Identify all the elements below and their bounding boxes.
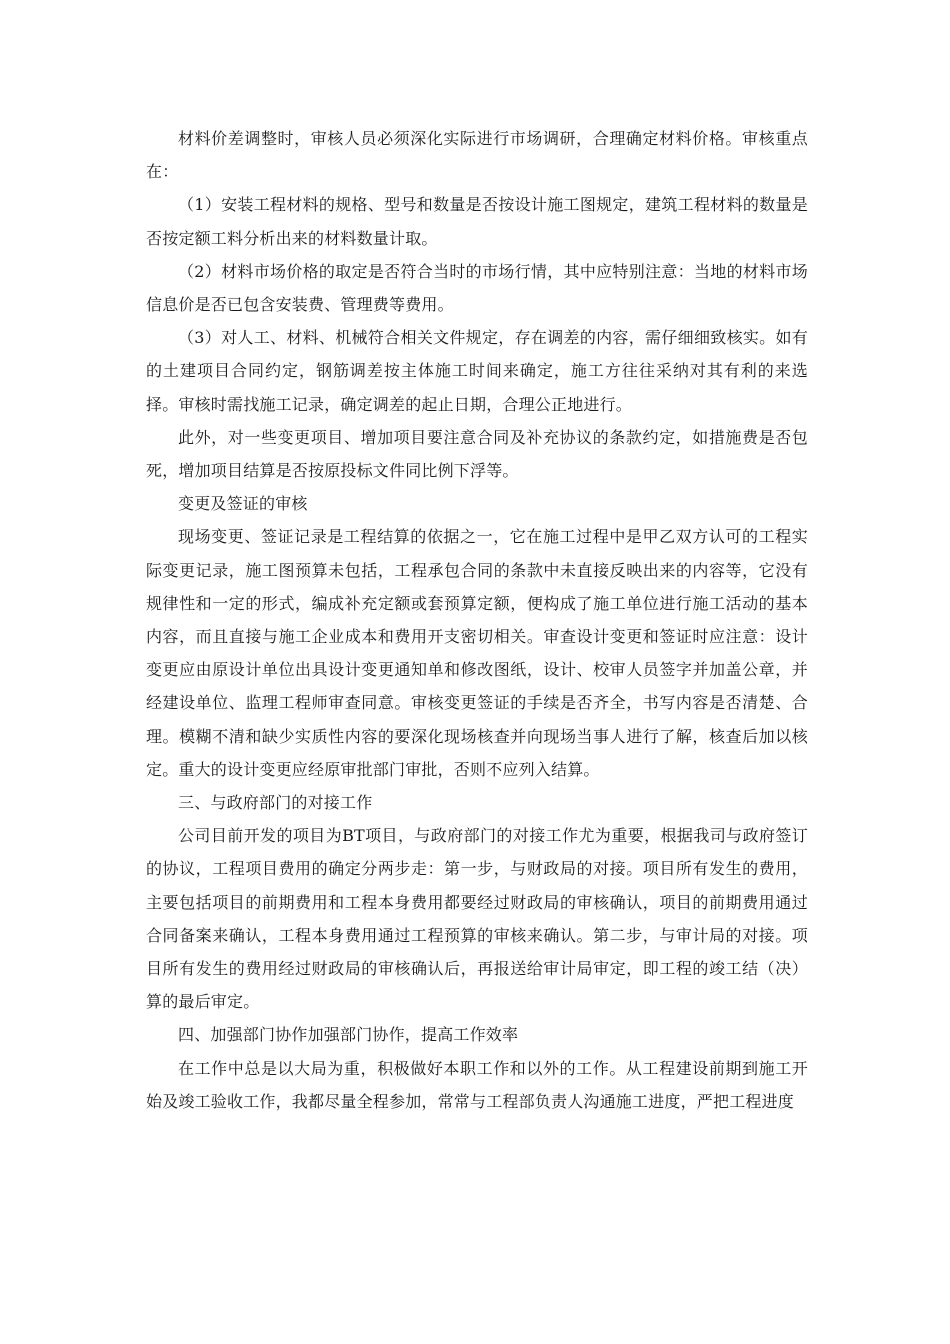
paragraph-item-1-materials-spec: （1）安装工程材料的规格、型号和数量是否按设计施工图规定，建筑工程材料的数量是否按定额工料分析出来的材料数量计取。 xyxy=(146,195,808,248)
paragraph-site-change-records: 现场变更、签证记录是工程结算的依据之一，它在施工过程中是甲乙双方认可的工程实际变更记录，施工图预算未包括，工程承包合同的条款中未直接反映出来的内容等，它没有规律性和一定的形式，编成补充定额或套预算定额，便构成了施工单位进行施工活动的基本内容，而且直接与施工企业成本和费用开支密切相关。审查设计变更和签证时应注意：设计变更应由原设计单位出具设计变更通知单和修改图纸，设计、校审人员签字并加盖公章，并经建设单位、监理工程师审查同意。审核变更签证的手续是否齐全，书写内容是否清楚、合理。模糊不清和缺少实质性内容的要深化现场核查并向现场当事人进行了解，核查后加以核定。重大的设计变更应经原审批部门审批，否则不应列入结算。 xyxy=(146,527,808,779)
heading-section-4-collaboration: 四、加强部门协作加强部门协作，提高工作效率 xyxy=(178,1025,519,1045)
document-body xyxy=(146,122,808,1118)
paragraph-item-2-market-price: （2）材料市场价格的取定是否符合当时的市场行情，其中应特别注意：当地的材料市场信息价是否已包含安装费、管理费等费用。 xyxy=(146,261,808,315)
heading-change-visa-review: 变更及签证的审核 xyxy=(178,494,308,514)
paragraph-material-price-review: 材料价差调整时，审核人员必须深化实际进行市场调研，合理确定材料价格。审核重点在： xyxy=(146,129,808,182)
paragraph-bt-project: 公司目前开发的项目为BT项目，与政府部门的对接工作尤为重要，根据我司与政府签订的协议，工程项目费用的确定分两步走：第一步，与财政局的对接。项目所有发生的费用，主要包括项目的前期费用和工程本身费用都要经过财政局的审核确认，项目的前期费用通过合同备案来确认，工程本身费用通过工程预算的审核来确认。第二步，与审计局的对接。项目所有发生的费用经过财政局的审核确认后，再报送给审计局审定，即工程的竣工结（决）算的最后审定。 xyxy=(146,826,808,1012)
heading-section-3-government: 三、与政府部门的对接工作 xyxy=(178,793,373,813)
paragraph-change-items: 此外，对一些变更项目、增加项目要注意合同及补充协议的条款约定，如措施费是否包死，增加项目结算是否按原投标文件同比例下浮等。 xyxy=(146,427,808,481)
paragraph-work-overall: 在工作中总是以大局为重，积极做好本职工作和以外的工作。从工程建设前期到施工开始及竣工验收工作，我都尽量全程参加，常常与工程部负责人沟通施工进度，严把工程进度 xyxy=(146,1058,808,1111)
paragraph-item-3-price-adjustment: （3）对人工、材料、机械符合相关文件规定，存在调差的内容，需仔细细致核实。如有的土建项目合同约定，钢筋调差按主体施工时间来确定，施工方往往采纳对其有利的来选择。审核时需找施工记录，确定调差的起止日期，合理公正地进行。 xyxy=(146,328,808,414)
